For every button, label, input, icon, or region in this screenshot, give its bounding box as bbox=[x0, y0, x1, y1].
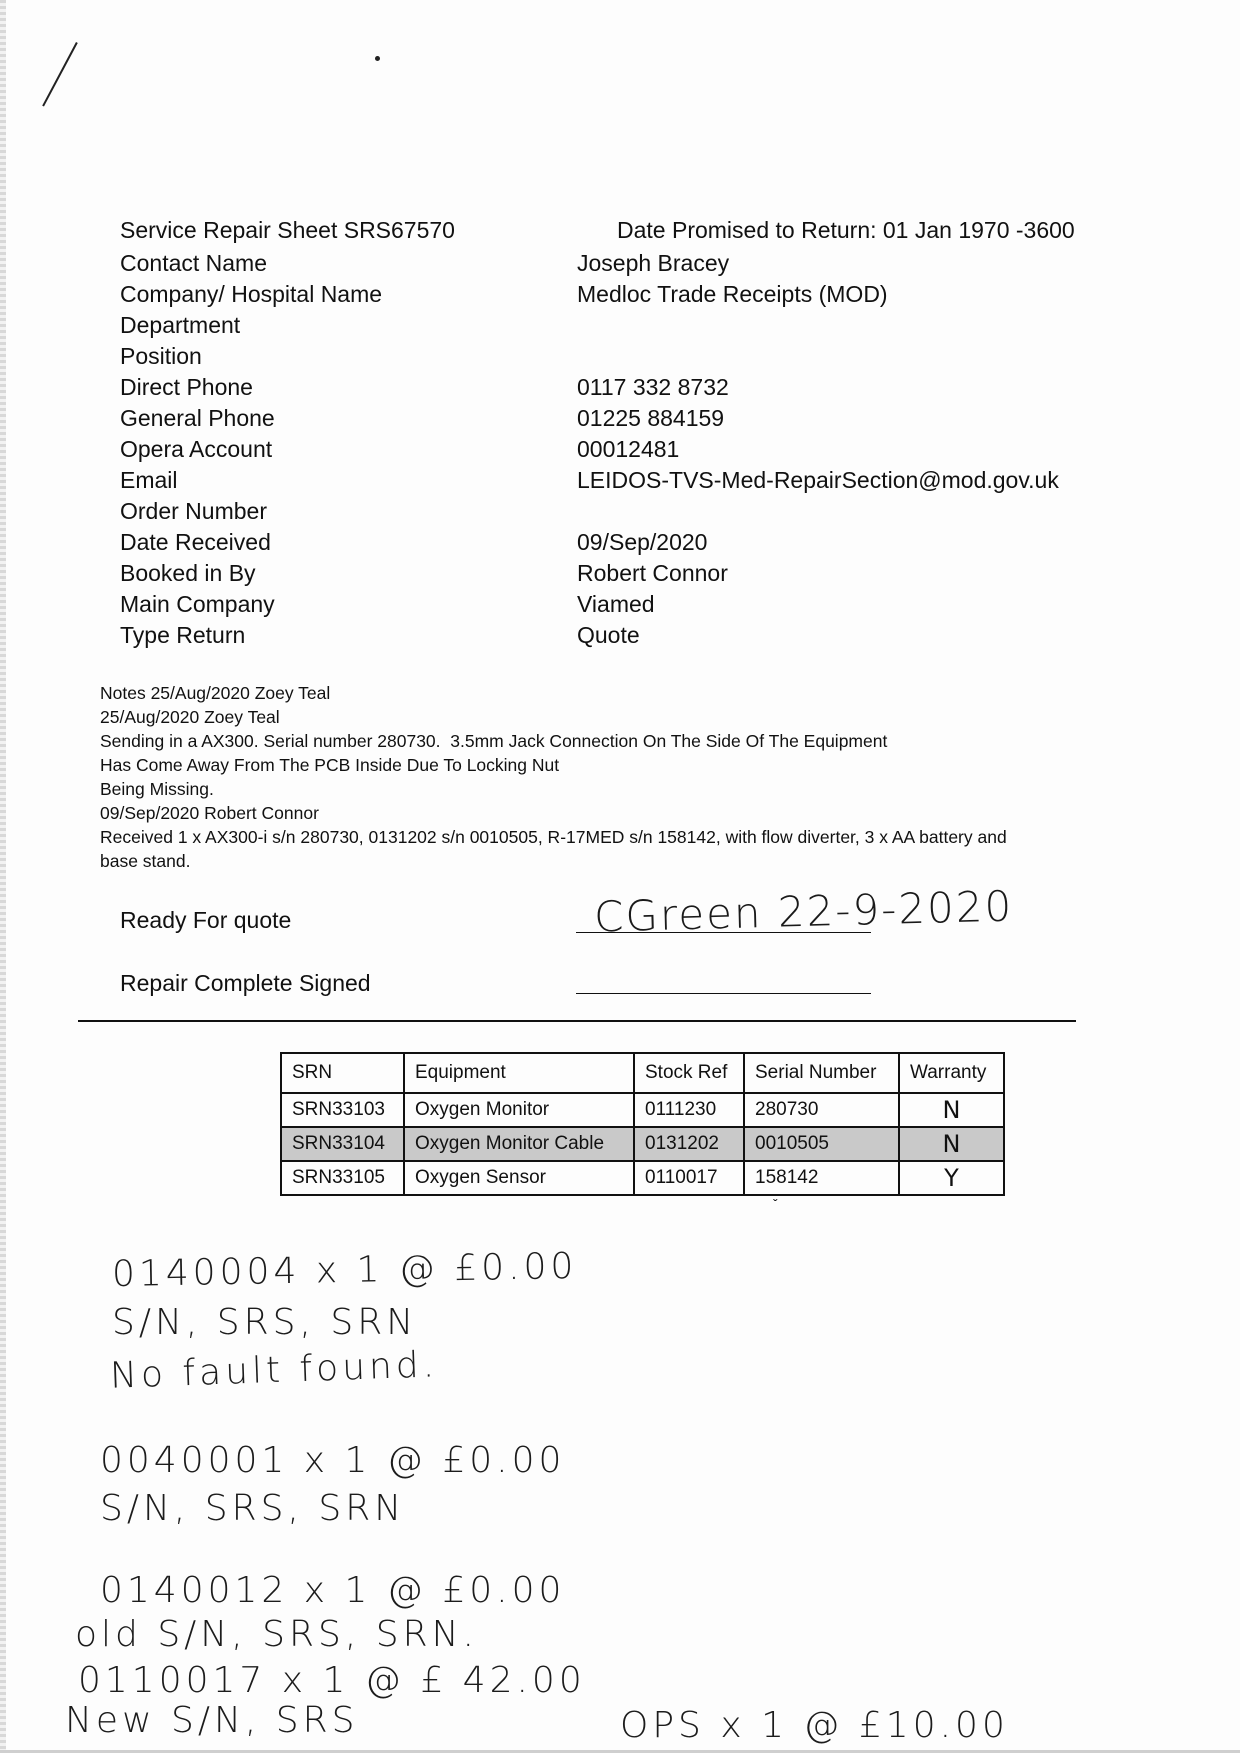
field-value: 00012481 bbox=[577, 436, 680, 462]
notes-block bbox=[100, 681, 1180, 873]
handwritten-line: S/N, SRS, SRN bbox=[100, 1488, 406, 1529]
col-header-equipment: Equipment bbox=[404, 1053, 634, 1093]
field-label: Direct Phone bbox=[120, 374, 253, 400]
cell-stock-ref: 0131202 bbox=[634, 1127, 744, 1161]
note-line: Sending in a AX300. Serial number 280730. 3.5mm Jack Connection On The Side Of The Equipment bbox=[100, 731, 888, 751]
field-label: Department bbox=[120, 312, 241, 338]
table-row bbox=[281, 1161, 1004, 1195]
handwritten-line: 0140004 x 1 @ £0.00 bbox=[111, 1245, 578, 1296]
table-row bbox=[281, 1127, 1004, 1161]
field-value: 01225 884159 bbox=[577, 405, 725, 431]
field-contact-name bbox=[120, 248, 1120, 279]
cell-serial: 0010505 bbox=[744, 1127, 899, 1161]
field-value: Quote bbox=[577, 622, 640, 648]
field-position bbox=[120, 341, 1120, 372]
field-value: Robert Connor bbox=[577, 560, 728, 586]
field-label: Contact Name bbox=[120, 250, 268, 276]
field-label: Company/ Hospital Name bbox=[120, 281, 383, 307]
contact-fields bbox=[120, 248, 1120, 651]
field-value: 09/Sep/2020 bbox=[577, 529, 708, 555]
cell-equipment: Oxygen Monitor bbox=[404, 1093, 634, 1127]
col-header-warranty: Warranty bbox=[899, 1053, 1004, 1093]
pen-mark-dot bbox=[375, 56, 380, 61]
ready-for-quote-label: Ready For quote bbox=[120, 907, 292, 933]
handwritten-line: 0140012 x 1 @ £0.00 bbox=[100, 1570, 566, 1611]
col-header-srn: SRN bbox=[281, 1053, 404, 1093]
scan-edge bbox=[0, 0, 6, 1753]
cell-serial: 158142 bbox=[744, 1161, 899, 1195]
field-department bbox=[120, 310, 1120, 341]
handwritten-line: New S/N, SRS bbox=[65, 1700, 359, 1741]
cell-srn: SRN33103 bbox=[281, 1093, 404, 1127]
date-promised: Date Promised to Return: 01 Jan 1970 -3600 bbox=[617, 217, 1075, 243]
field-label: Main Company bbox=[120, 591, 275, 617]
field-opera-account bbox=[120, 434, 1120, 465]
field-label: Date Received bbox=[120, 529, 271, 555]
cell-srn: SRN33105 bbox=[281, 1161, 404, 1195]
field-label: Position bbox=[120, 343, 202, 369]
ready-signature: CGreen 22-9-2020 bbox=[593, 881, 1014, 942]
field-label: Order Number bbox=[120, 498, 267, 524]
srn-table bbox=[280, 1052, 1005, 1196]
note-line: Received 1 x AX300-i s/n 280730, 0131202 s/n 0010505, R-17MED s/n 158142, with flow diverter, 3 x AA battery and bbox=[100, 827, 1007, 847]
field-booked-in-by bbox=[120, 558, 1120, 589]
section-divider bbox=[78, 1020, 1076, 1022]
pen-mark-slash bbox=[42, 42, 78, 107]
note-line: Being Missing. bbox=[100, 779, 214, 799]
field-label: Booked in By bbox=[120, 560, 256, 586]
table-header-row bbox=[281, 1053, 1004, 1093]
field-email bbox=[120, 465, 1120, 496]
cell-equipment: Oxygen Sensor bbox=[404, 1161, 634, 1195]
note-line: Notes 25/Aug/2020 Zoey Teal bbox=[100, 683, 331, 703]
field-value: Medloc Trade Receipts (MOD) bbox=[577, 281, 888, 307]
col-header-stock-ref: Stock Ref bbox=[634, 1053, 744, 1093]
field-value: 0117 332 8732 bbox=[577, 374, 729, 400]
field-value: LEIDOS-TVS-Med-RepairSection@mod.gov.uk bbox=[577, 467, 1059, 493]
handwritten-line: 0040001 x 1 @ £0.00 bbox=[100, 1440, 566, 1481]
handwritten-line: No fault found. bbox=[109, 1344, 439, 1397]
cell-stock-ref: 0110017 bbox=[634, 1161, 744, 1195]
note-line: 09/Sep/2020 Robert Connor bbox=[100, 803, 319, 823]
field-main-company bbox=[120, 589, 1120, 620]
cell-serial: 280730 bbox=[744, 1093, 899, 1127]
cell-warranty: N bbox=[899, 1127, 1004, 1161]
field-value: Joseph Bracey bbox=[577, 250, 730, 276]
field-type-return bbox=[120, 620, 1120, 651]
repair-complete-signature-line bbox=[576, 993, 871, 994]
cell-equipment: Oxygen Monitor Cable bbox=[404, 1127, 634, 1161]
pen-tick-mark: ˇ bbox=[773, 1196, 778, 1212]
field-company bbox=[120, 279, 1120, 310]
field-label: General Phone bbox=[120, 405, 275, 431]
handwritten-line: OPS x 1 @ £10.00 bbox=[620, 1705, 1009, 1746]
field-label: Email bbox=[120, 467, 178, 493]
cell-warranty: N bbox=[899, 1093, 1004, 1127]
note-line: base stand. bbox=[100, 851, 191, 871]
handwritten-line: 0110017 x 1 @ £ 42.00 bbox=[78, 1660, 586, 1701]
field-label: Type Return bbox=[120, 622, 246, 648]
repair-complete-label: Repair Complete Signed bbox=[120, 970, 371, 996]
field-order-number bbox=[120, 496, 1120, 527]
table-row bbox=[281, 1093, 1004, 1127]
note-line: 25/Aug/2020 Zoey Teal bbox=[100, 707, 280, 727]
field-value: Viamed bbox=[577, 591, 655, 617]
field-label: Opera Account bbox=[120, 436, 273, 462]
handwritten-line: old S/N, SRS, SRN. bbox=[75, 1614, 478, 1655]
field-date-received bbox=[120, 527, 1120, 558]
field-general-phone bbox=[120, 403, 1120, 434]
cell-stock-ref: 0111230 bbox=[634, 1093, 744, 1127]
sheet-title: Service Repair Sheet SRS67570 bbox=[120, 217, 455, 243]
handwritten-line: S/N, SRS, SRN bbox=[112, 1302, 418, 1343]
cell-srn: SRN33104 bbox=[281, 1127, 404, 1161]
col-header-serial-number: Serial Number bbox=[744, 1053, 899, 1093]
note-line: Has Come Away From The PCB Inside Due To Locking Nut bbox=[100, 755, 560, 775]
cell-warranty: Y bbox=[899, 1161, 1004, 1195]
field-direct-phone bbox=[120, 372, 1120, 403]
